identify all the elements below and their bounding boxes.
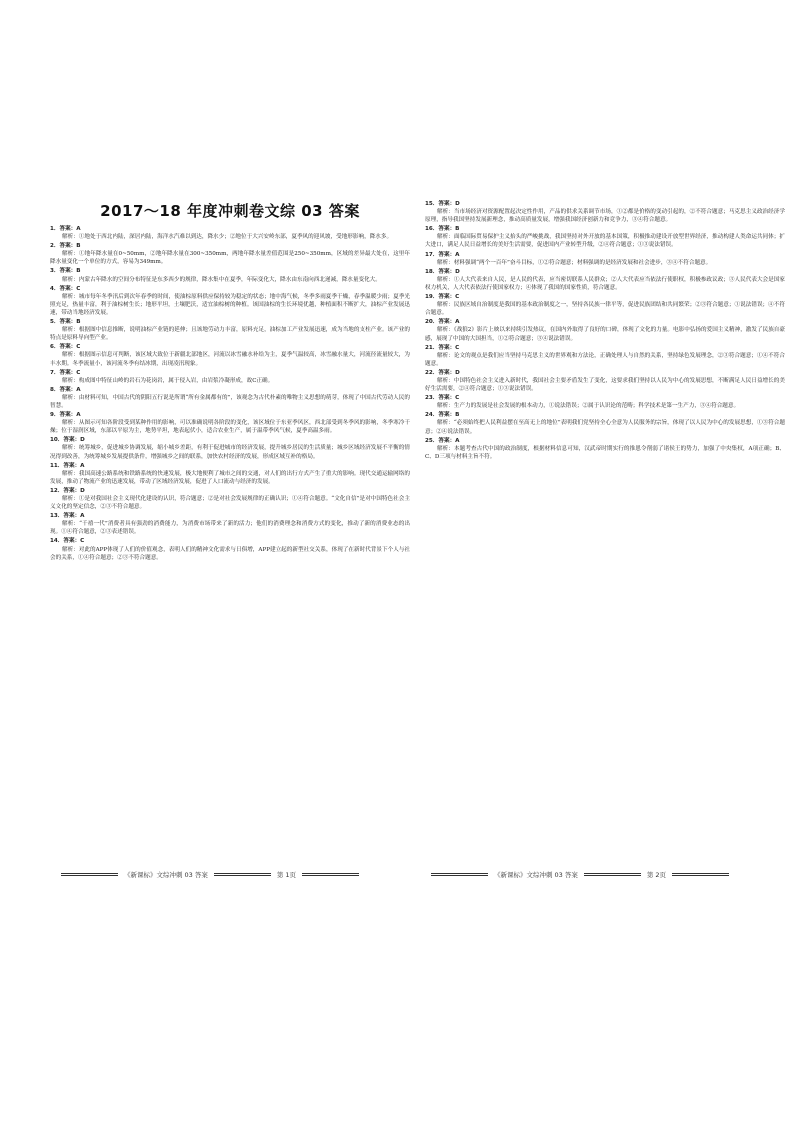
footer-rule-mid-left (214, 873, 271, 876)
answer-item (50, 537, 410, 561)
footer-left-title: 《新课标》文综冲刺 03 答案 (123, 871, 208, 879)
footer-right-title: 《新课标》文综冲刺 03 答案 (493, 871, 578, 879)
answer-item (425, 251, 785, 267)
answer-explanation: 解析：根据图中信息推断，说明油棕产业链的延伸；且该地劳动力丰富，原料充足，油棕加工产业发展迅速，成为当地的支柱产业。该产业的特点是原料导向型产业。 (50, 327, 410, 342)
answer-item (50, 411, 410, 435)
answer-explanation: 解析：①地年降水量在0~50mm，②地年降水量在300~350mm，两地年降水量差值范围是250~350mm，区域的差异最大处在，这里年降水量变化一个单位的方式，容易为349mm。 (50, 251, 410, 266)
answer-item (425, 437, 785, 461)
answer-item (50, 369, 410, 385)
answer-item (425, 394, 785, 410)
answer-explanation: 解析：构成图中特征山岭的岩石为花岗岩，属于侵入岩，由岩浆冷凝形成，故C正确。 (62, 377, 274, 384)
answer-explanation: 解析：民族区域自治制度是我国的基本政治制度之一，坚持各民族一律平等，促进民族团结和共同繁荣；②③符合题意；①说法错误；④不符合题意。 (425, 302, 785, 317)
answer-key: 1．答案：A (50, 226, 81, 232)
footer-left-page: 第 1页 (276, 871, 297, 879)
answer-key: 25．答案：A (425, 437, 460, 444)
answer-key: 18．答案：D (425, 268, 460, 275)
answer-explanation: 解析：面临国际贸易保护主义抬头的严峻挑战，我国坚持对外开放的基本国策，积极推动建设开放型世界经济，推动构建人类命运共同体；扩大进口，满足人民日益增长的美好生活需要，促进国内产业转型升级，②④符合题意；①③说法错误。 (425, 234, 785, 249)
answer-key: 3．答案：B (50, 268, 81, 275)
answer-item (50, 285, 410, 317)
answer-explanation: 解析：内蒙古年降水的空间分布特征是东多西少的规律，降水集中在夏季，年际变化大，降水由东南向西北递减，降水量变化大。 (62, 276, 381, 283)
answer-item (425, 344, 785, 368)
answer-explanation: 解析：“必须始终把人民利益摆在至高无上的地位”表明我们党坚持全心全意为人民服务的宗旨，体现了以人民为中心的发展思想，①③符合题意；②④说法错误。 (425, 420, 785, 435)
footer-rule-mid-right (584, 873, 641, 876)
answer-item (425, 225, 785, 249)
footer-right-page: 第 2页 (646, 871, 667, 879)
answer-key: 19．答案：C (425, 294, 460, 301)
footer-rule-end-left (302, 873, 359, 876)
answer-key: 10．答案：D (50, 437, 85, 444)
answer-key: 21．答案：C (425, 344, 460, 351)
answer-item (50, 343, 410, 367)
answer-key: 16．答案：B (425, 226, 460, 233)
answer-key: 6．答案：C (50, 344, 81, 351)
answer-key: 17．答案：A (425, 251, 460, 258)
answer-explanation: 解析：①人大代表来自人民，是人民的代表，应当密切联系人民群众；②人大代表应当依法行使职权，积极参政议政；③人民代表大会是国家权力机关，人大代表依法行使国家权力；④体现了我国的国家性质，符合题意。 (425, 276, 785, 291)
answer-explanation: 解析：论文的观点是我们应当坚持马克思主义的世界观和方法论，正确处理人与自然的关系，坚持绿色发展理念，②③符合题意；①④不符合题意。 (425, 352, 785, 367)
answer-item (50, 487, 410, 511)
answer-explanation: 解析：我国高速公路系统和铁路系统的快速发展，极大地便利了城市之间的交通，对人们的出行方式产生了重大的影响。现代交通运输网络的发展，推动了物流产业的迅速发展，带动了区域经济发展，促进了人口流动与经济的发展。 (50, 470, 410, 485)
answer-key: 4．答案：C (50, 285, 81, 292)
answer-explanation: 解析：本题考查古代中国的政治制度，根据材料信息可知，汉武帝时期实行的推恩令削弱了诸侯王的势力，加强了中央集权，A项正确；B、C、D三项与材料主旨不符。 (425, 445, 785, 460)
answer-item (425, 293, 785, 317)
answer-explanation: 解析：①是对我国社会主义现代化建设的认识，符合题意；②是对社会发展规律的正确认识；①④符合题意。“文化自信”是对中国特色社会主义文化的坚定信念，②③不符合题意。 (50, 496, 410, 511)
answer-key: 5．答案：B (50, 319, 81, 326)
answer-item (425, 268, 785, 292)
answer-key: 13．答案：A (50, 513, 85, 520)
answer-item (50, 318, 410, 342)
footer-rule-end-right (672, 873, 729, 876)
answer-explanation: 解析：当市场经济对资源配置起决定性作用，产品的供求关系调节市场，①②都是价格的变动引起的，②不符合题意；马克思主义政治经济学原理，指导我国坚持发展新理念，推动高质量发展，增强我国经济创新力和竞争力，③④符合题意。 (425, 209, 785, 224)
answer-explanation: 解析：城市每年冬季汛后到次年春季的时间，使油棕原料供应保持较为稳定的状态；地中海气候，冬季多雨夏季干燥，春季温暖少雨；夏季光照充足，热量丰富，利于油棕树生长；地形平坦，土壤肥沃，适宜油棕树的种植。该国油棕的生长环境优越，种植面积不断扩大，油棕产业发展迅速，带动当地经济发展。 (50, 293, 410, 316)
answer-item (50, 225, 410, 241)
answer-key: 22．答案：D (425, 369, 460, 376)
answer-key: 15．答案：D (425, 201, 460, 207)
answer-explanation: 解析：《战狼2》影片上映以来持续引发热议，在国内外取得了良好的口碑，体现了文化的力量。电影中弘扬的爱国主义精神，激发了民族自豪感，展现了中国的大国担当，①②符合题意；③④说法错误。 (425, 327, 785, 342)
answer-key: 24．答案：B (425, 412, 460, 419)
answer-item (425, 318, 785, 342)
answer-item (50, 386, 410, 410)
answer-explanation: 解析：根据图示信息可判断，该区域大致位于新疆北部地区，河流以冰雪融水补给为主，夏季气温较高，冰雪融水量大，河流径流量较大，为丰水期。冬季流量小，该河流冬季有结冰期，出现凌汛现象。 (50, 352, 410, 367)
answer-item (50, 512, 410, 536)
answer-explanation: 解析：由材料可知，中国古代的阴阳五行说是所谓“所有金属都有的”，该观念为古代朴素的唯物主义思想的萌芽，体现了中国古代劳动人民的智慧。 (50, 394, 410, 409)
answer-explanation: 解析：统筹城乡，促进城乡协调发展，缩小城乡差距，有利于促进城市的经济发展，提升城乡居民的生活质量；城乡区域经济发展不平衡的情况得到改善，为统筹城乡发展提供条件，增强城乡之间的联系，加快农村经济的发展，形成区域互补的格局。 (50, 445, 410, 460)
footer-rule-right (431, 873, 488, 876)
answer-key: 7．答案：C (50, 369, 81, 376)
answer-sheet (40, 170, 785, 1010)
answer-explanation: 解析：材料强调“两个一百年”奋斗目标，①②符合题意；材料强调的是经济发展和社会进步，③④不符合题意。 (437, 259, 712, 266)
page-title: 2017～18 年度冲刺卷文综 03 答案 (100, 202, 360, 220)
answer-item (50, 436, 410, 460)
answer-key: 20．答案：A (425, 319, 460, 326)
footer-right (425, 870, 735, 879)
left-column (50, 170, 410, 1010)
answer-explanation: 解析：从图示可知各阶段受到某种作用的影响，可以准确说明各阶段的变化，该区域位于东亚季风区，西北部受到冬季风的影响，冬季寒冷干燥；位于湿润区域，东部以平原为主，地势平坦，地表起伏小，适合农业生产，属于温带季风气候，夏季高温多雨。 (50, 420, 410, 435)
answer-item (50, 242, 410, 266)
answer-key: 2．答案：B (50, 243, 81, 250)
answer-key: 14．答案：C (50, 538, 85, 545)
right-column (425, 200, 785, 1012)
answer-key: 11．答案：A (50, 462, 85, 469)
answer-item (50, 267, 410, 283)
footer-rule-left (61, 873, 118, 876)
answer-key: 12．答案：D (50, 487, 85, 494)
answer-list-left (50, 225, 410, 562)
answer-item (425, 369, 785, 393)
answer-explanation: 解析：①地处于西北内陆，深居内陆，海洋水汽难以到达，降水少；②地位于大兴安岭东部，夏季风的迎风坡，受地形影响，降水多。 (62, 234, 393, 241)
answer-item (425, 200, 785, 224)
answer-item (50, 462, 410, 486)
answer-explanation: 解析：“千禧一代”消费者具有强劲的消费能力，为消费市场带来了新的活力；他们的消费理念和消费方式的变化，推动了新的消费业态的出现。①④符合题意，②③表述错误。 (50, 521, 410, 536)
answer-item (425, 411, 785, 435)
answer-explanation: 解析：中国特色社会主义进入新时代，我国社会主要矛盾发生了变化，这要求我们坚持以人民为中心的发展思想，不断满足人民日益增长的美好生活需要，②④符合题意；①③说法错误。 (425, 377, 785, 393)
footer-left (55, 870, 365, 879)
answer-key: 8．答案：A (50, 386, 81, 393)
answer-list-right (425, 200, 785, 461)
answer-explanation: 解析：对此的APP体现了人们的价值观念，表明人们的精神文化需求与日俱增，APP建立起的新型社交关系，体现了在新时代背景下个人与社会的关系，①④符合题意；②③不符合题意。 (50, 546, 410, 561)
answer-key: 23．答案：C (425, 395, 460, 402)
answer-explanation: 解析：生产力的发展是社会发展的根本动力，①说法错误；②属于认识论的范畴；科学技术是第一生产力，③④符合题意。 (437, 403, 740, 410)
answer-key: 9．答案：A (50, 412, 81, 419)
